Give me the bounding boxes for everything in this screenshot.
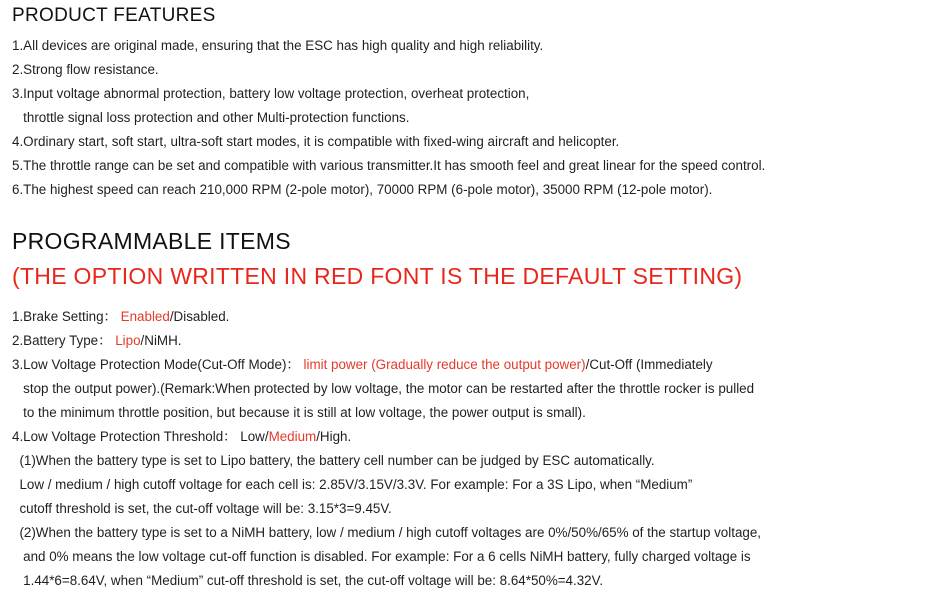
battery-type-label: 2.Battery Type： [12,333,116,348]
programmable-heading: PROGRAMMABLE ITEMS [12,228,291,254]
lvp-mode-other-option: /Cut-Off (Immediately [585,357,713,372]
feature-item: 2.Strong flow resistance. [12,62,159,77]
battery-other-option: /NiMH. [140,333,182,348]
brake-default-option: Enabled [120,309,170,324]
lvp-threshold-detail: Low / medium / high cutoff voltage for each cell is: 2.85V/3.15V/3.3V. For example: For a 3S Lipo, when “Medium” [12,477,693,492]
lvp-threshold-detail: (2)When the battery type is set to a NiMH battery, low / medium / high cutoff voltages are 0%/50%/65% of the startup voltage, [12,525,762,540]
battery-default-option: Lipo [115,333,141,348]
lvp-mode-label: 3.Low Voltage Protection Mode(Cut-Off Mode)： [12,357,304,372]
lvp-threshold-detail: 1.44*6=8.64V, when “Medium” cut-off threshold is set, the cut-off voltage will be: 8.64*50%=4.32V. [12,573,604,588]
battery-type-line [12,332,181,350]
lvp-threshold-default-option: Medium [268,429,317,444]
lvp-threshold-other-option: /High. [316,429,352,444]
lvp-threshold-detail: (1)When the battery type is set to Lipo battery, the battery cell number can be judged by ESC automatically. [12,453,655,468]
lvp-threshold-detail: and 0% means the low voltage cut-off function is disabled. For example: For a 6 cells NiMH battery, fully charged voltage is [12,549,751,564]
brake-other-option: /Disabled. [169,309,230,324]
feature-item-continuation: throttle signal loss protection and other Multi-protection functions. [12,110,410,125]
lvp-threshold-label: 4.Low Voltage Protection Threshold： Low/ [12,429,269,444]
lvp-mode-default-option: limit power (Gradually reduce the output power) [303,357,586,372]
feature-item: 6.The highest speed can reach 210,000 RPM (2-pole motor), 70000 RPM (6-pole motor), 35000 RPM (12-pole motor). [12,182,713,197]
feature-item: 5.The throttle range can be set and compatible with various transmitter.It has smooth feel and great linear for the speed control. [12,158,766,173]
feature-item: 4.Ordinary start, soft start, ultra-soft start modes, it is compatible with fixed-wing aircraft and helicopter. [12,134,620,149]
brake-setting-label: 1.Brake Setting： [12,309,121,324]
lvp-mode-continuation: stop the output power).(Remark:When protected by low voltage, the motor can be restarted after the throttle rocker is pulled [12,381,755,396]
lvp-threshold-line [12,428,351,446]
feature-item: 1.All devices are original made, ensuring that the ESC has high quality and high reliability. [12,38,544,53]
features-heading: PRODUCT FEATURES [12,5,216,26]
default-setting-note: (THE OPTION WRITTEN IN RED FONT IS THE DEFAULT SETTING) [12,263,743,289]
feature-item: 3.Input voltage abnormal protection, battery low voltage protection, overheat protection, [12,86,530,101]
lvp-mode-continuation: to the minimum throttle position, but because it is still at low voltage, the power output is small). [12,405,586,420]
brake-setting-line [12,308,229,326]
lvp-mode-line [12,356,713,374]
lvp-threshold-detail: cutoff threshold is set, the cut-off voltage will be: 3.15*3=9.45V. [12,501,392,516]
